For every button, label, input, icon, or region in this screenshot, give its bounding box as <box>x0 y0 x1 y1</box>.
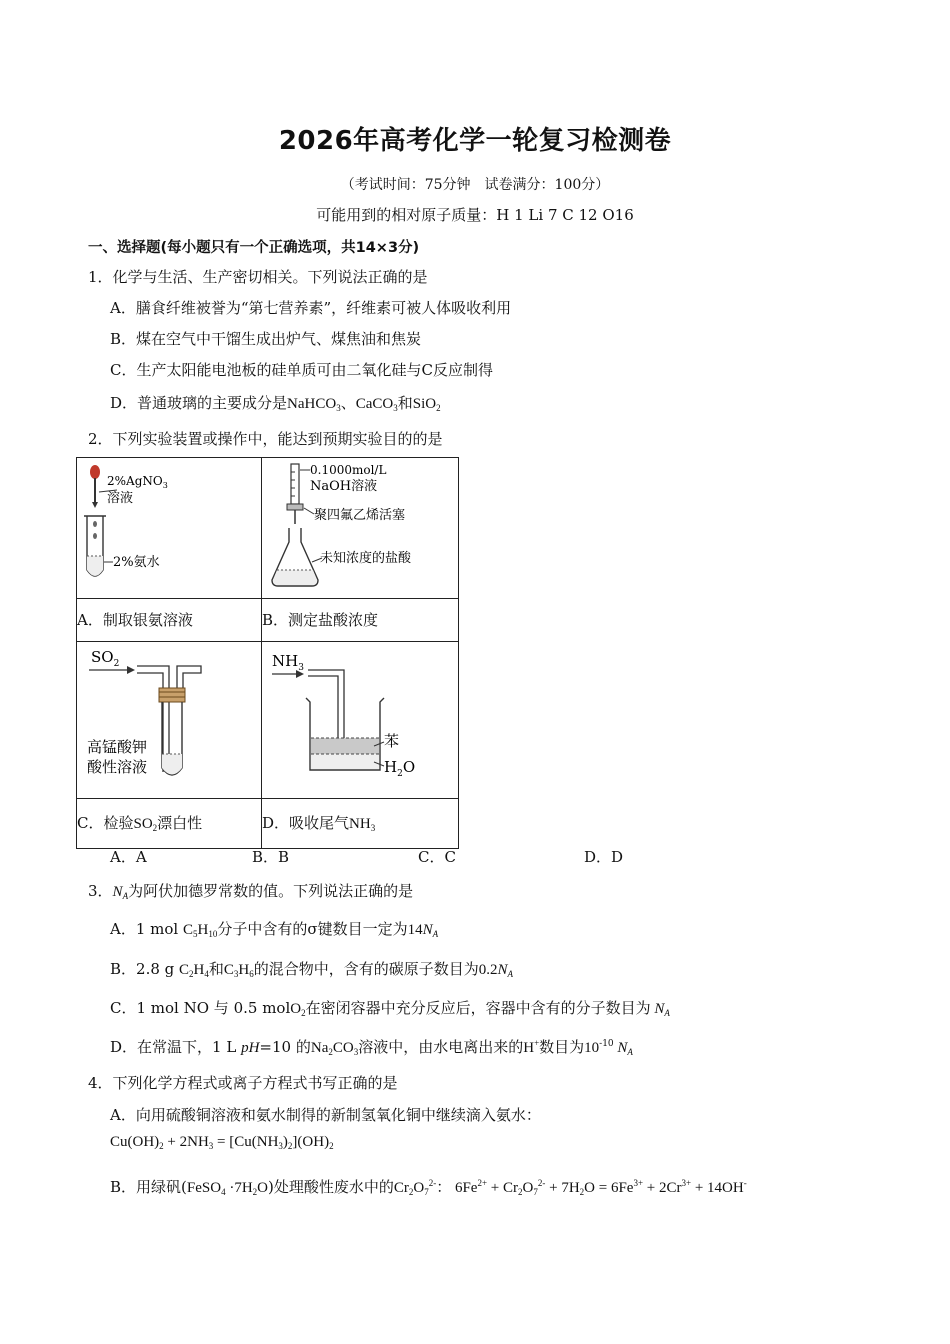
formula-c3h6: $C_3H_6$ <box>223 962 254 979</box>
figure-d-caption: D．吸收尾气$NH_3$ <box>262 799 459 849</box>
q2-option-b: B．B <box>252 848 290 866</box>
figure-a-cell <box>77 458 262 599</box>
q1-option-d <box>110 392 441 413</box>
figure-a-caption: A．制取银氨溶液 <box>77 599 262 642</box>
q2-option-d: D．D <box>584 848 624 866</box>
fig-a-label-agno3: 2%AgNO$_3$ <box>107 474 168 490</box>
fig-b-label-conc: 0.1000mol/L <box>310 463 387 477</box>
q2-figure-table <box>76 457 459 849</box>
formula-nahco3: NaHCO$_3$ <box>287 396 341 413</box>
q3-option-d: D．在常温下，1 L pH=10 的$Na_2CO_3$溶液中，由水电离出来的H+数目为$10^{-10}$ $N_A$ <box>110 1038 633 1057</box>
q1-option-b: B．煤在空气中干馏生成出炉气、煤焦油和焦炭 <box>110 330 422 348</box>
figure-a-apparatus <box>77 458 261 594</box>
q2-option-c: C．C <box>418 848 456 866</box>
fig-a-label-ammonia: 2%氨水 <box>113 555 160 570</box>
formula-c2h4: $C_2H_4$ <box>179 962 209 979</box>
fig-c-label-kmno4: 高锰酸钾 <box>87 738 148 756</box>
figure-c-caption: C．检验$SO_2$漂白性 <box>77 799 262 849</box>
formula-h-plus: H+ <box>523 1038 540 1056</box>
formula-o2: $O_2$ <box>290 1001 306 1018</box>
q2-stem: 2．下列实验装置或操作中，能达到预期实验目的的是 <box>88 430 443 448</box>
q3-option-a: A．1 mol $C_5H_{10}$分子中含有的σ键数目一定为$14N_A$ <box>110 920 439 939</box>
q1-d-sep1: 、 <box>340 394 356 412</box>
figure-c-cell <box>77 642 262 799</box>
page-title: 2026年高考化学一轮复习检测卷 <box>278 126 672 156</box>
section-title: 一、选择题(每小题只有一个正确选项，共14×3分) <box>88 240 420 256</box>
q4-option-a-equation: $Cu(OH)_2 + 2NH_3 = [Cu(NH_3)_2](OH)_2$ <box>110 1134 334 1151</box>
exam-time-info: （考试时间：75分钟 试卷满分：100分） <box>340 177 610 193</box>
figure-c-apparatus <box>77 642 261 794</box>
q3-option-c: C．1 mol NO 与 0.5 molO$_2$在密闭容器中充分反应后，容器中含有的分子数目为 $N_A$ <box>110 999 670 1018</box>
fig-d-label-water: $H_2O$ <box>384 758 416 779</box>
fig-a-label-solution: 溶液 <box>107 491 134 506</box>
figure-d-apparatus <box>262 642 458 794</box>
fig-b-label-stopcock: 聚四氟乙烯活塞 <box>314 508 406 523</box>
fig-b-label-naoh: NaOH溶液 <box>310 479 378 494</box>
fig-d-label-nh3: $NH_3$ <box>272 652 304 673</box>
fig-d-label-benzene: 苯 <box>384 732 400 750</box>
q1-option-a: A．膳食纤维被誉为“第七营养素”，纤维素可被人体吸收利用 <box>110 299 512 317</box>
q4-option-a: A．向用硫酸铜溶液和氨水制得的新制氢氧化铜中继续滴入氨水： <box>110 1106 541 1124</box>
formula-cr2o7: $Cr_2O_7^{2-}$ <box>393 1178 437 1197</box>
dropper-bulb <box>90 465 100 479</box>
atomic-masses: 可能用到的相对原子质量：H 1 Li 7 C 12 O16 <box>316 206 634 224</box>
figure-b-cell <box>262 458 459 599</box>
q4-option-b: B．用绿矾(FeSO$_4$ $\cdot 7H_2O$)处理酸性废水中的$Cr_2O_7^{2-}$： $6Fe^{2+} + Cr_2O_7^{2-} + 7H_2O = 6Fe^{3+} + 2Cr^{3+} + 14OH^-$ <box>110 1178 747 1197</box>
formula-sio2: SiO$_2$ <box>412 396 441 413</box>
q4-option-b-equation: $6Fe^{2+} + Cr_2O_7^{2-} + 7H_2O = 6Fe^{3+} + 2Cr^{3+} + 14OH^-$ <box>451 1178 747 1197</box>
fig-c-label-so2: $SO_2$ <box>91 648 120 669</box>
figure-d-cell <box>262 642 459 799</box>
q1-d-sep2: 和 <box>397 394 413 412</box>
q1-option-c: C．生产太阳能电池板的硅单质可由二氧化硅与C反应制得 <box>110 361 493 379</box>
q4-stem: 4．下列化学方程式或离子方程式书写正确的是 <box>88 1074 398 1092</box>
fig-b-label-hcl: 未知浓度的盐酸 <box>320 551 412 566</box>
formula-na2co3: $Na_2CO_3$ <box>310 1040 359 1057</box>
symbol-na: $N_A$ <box>112 884 129 901</box>
q1-stem: 1．化学与生活、生产密切相关。下列说法正确的是 <box>88 268 428 286</box>
fig-c-label-acidic: 酸性溶液 <box>87 758 148 776</box>
q3-stem: 3．$N_A$为阿伏加德罗常数的值。下列说法正确的是 <box>88 882 414 901</box>
formula-c5h10: $C_5H_{10}$ <box>182 922 218 939</box>
figure-b-apparatus <box>262 458 458 594</box>
q2-option-a: A．A <box>110 848 147 866</box>
q1-d-text: D．普通玻璃的主要成分是 <box>110 394 288 412</box>
formula-nh3: $NH_3$ <box>349 816 376 833</box>
formula-feso4: FeSO$_4$ $\cdot 7H_2O$ <box>186 1180 268 1197</box>
q3-option-b: B．2.8 g $C_2H_4$和$C_3H_6$的混合物中，含有的碳原子数目为$0.2N_A$ <box>110 960 514 979</box>
formula-caco3: CaCO$_3$ <box>355 396 398 413</box>
formula-so2: $SO_2$ <box>133 816 158 833</box>
figure-b-caption: B．测定盐酸浓度 <box>262 599 459 642</box>
